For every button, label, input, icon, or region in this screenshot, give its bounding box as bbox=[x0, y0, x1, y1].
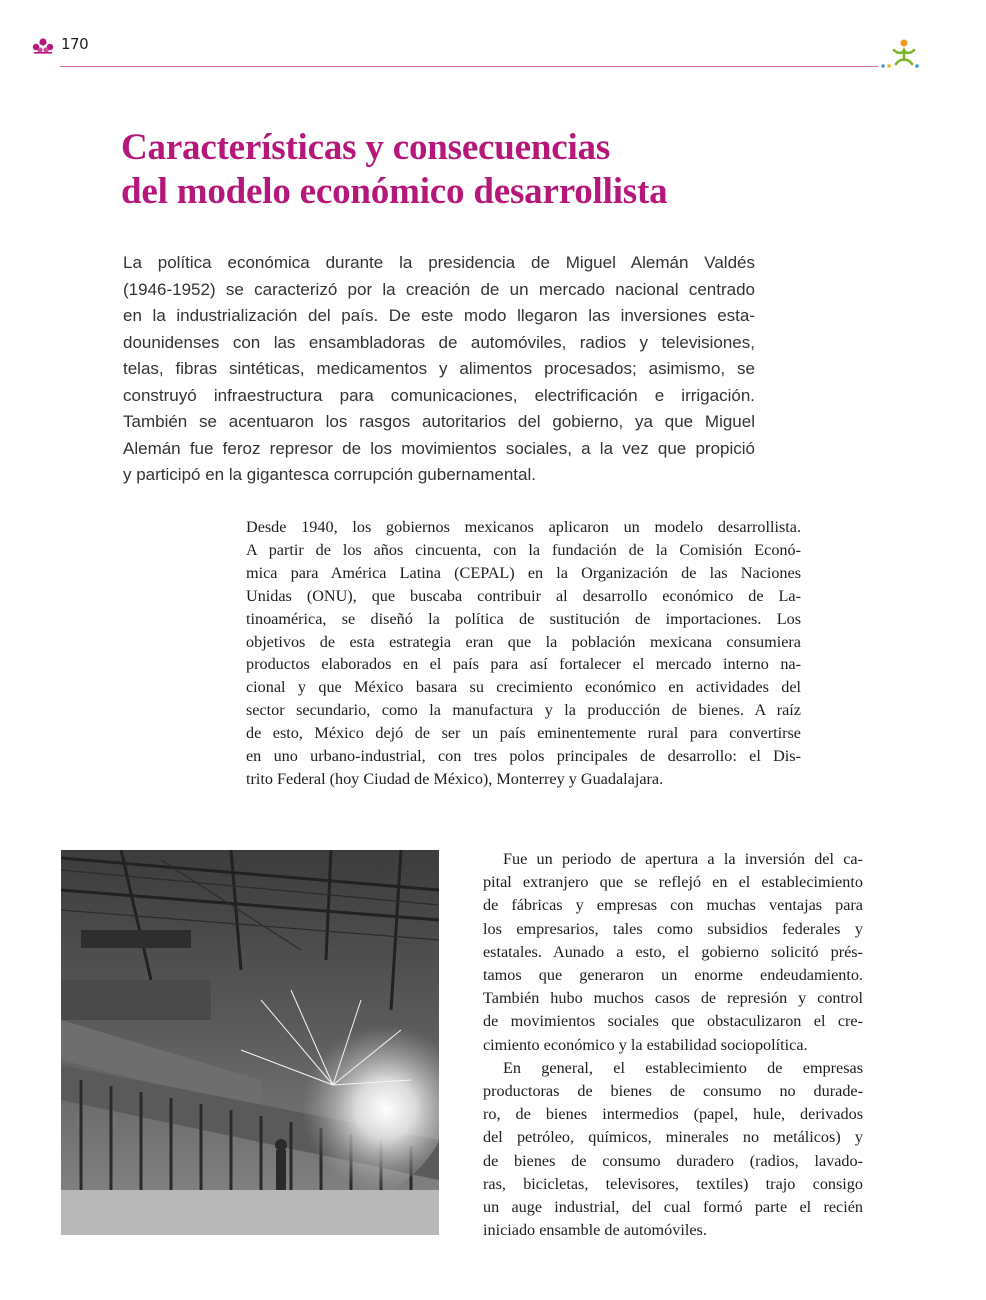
text-line: Unidas (ONU), que buscaba contribuir al desarrollo económico de La- bbox=[246, 586, 801, 605]
text-line: Desde 1940, los gobiernos mexicanos aplicaron un modelo desarrollista. bbox=[246, 518, 801, 536]
text-line: los empresarios, tales como subsidios federales y bbox=[483, 919, 863, 938]
text-line: tamos que generaron un enorme endeudamiento. bbox=[483, 966, 863, 985]
text-line: En general, el establecimiento de empresas bbox=[503, 1058, 863, 1077]
text-line: de movimientos sociales que obstaculizaron el cre- bbox=[483, 1012, 863, 1031]
text-line: productos elaborados en el país para así fortalecer el mercado interno na- bbox=[246, 655, 801, 674]
text-line: Alemán fue feroz represor de los movimientos sociales, a la vez que propició bbox=[123, 438, 755, 458]
text-line: iniciado ensamble de automóviles. bbox=[483, 1221, 707, 1240]
text-line: en uno urbano-industrial, con tres polos principales de desarrollo: el Dis- bbox=[246, 747, 801, 766]
text-line: trito Federal (hoy Ciudad de México), Monterrey y Guadalajara. bbox=[246, 769, 664, 788]
text-line: en la industrialización del país. De este modo llegaron las inversiones esta- bbox=[123, 306, 755, 325]
text-line: mica para América Latina (CEPAL) en la Organización de las Naciones bbox=[246, 563, 801, 582]
text-line: (1946-1952) se caracterizó por la creación de un mercado nacional centrado bbox=[123, 279, 755, 299]
sprout-figure-icon bbox=[886, 38, 922, 70]
text-line: telas, fibras sintéticas, medicamentos y alimentos procesados; asimismo, se bbox=[123, 359, 755, 378]
text-line: cimiento económico y la estabilidad sociopolítica. bbox=[483, 1035, 808, 1054]
text-line: ras, bicicletas, televisores, textiles) trajo consigo bbox=[483, 1174, 863, 1193]
model-paragraph bbox=[246, 516, 801, 791]
text-line: sector secundario, como la manufactura y la producción de bienes. A raíz bbox=[246, 701, 801, 720]
text-line: tinoamérica, se diseñó la política de sustitución de importaciones. Los bbox=[246, 609, 801, 628]
text-line: y participó en la gigantesca corrupción gubernamental. bbox=[123, 465, 536, 484]
text-line: ro, de bienes intermedios (papel, hule, derivados bbox=[483, 1105, 863, 1124]
text-line: La política económica durante la presidencia de Miguel Alemán Valdés bbox=[123, 253, 755, 272]
text-line: estatales. Aunado a esto, el gobierno solicitó prés- bbox=[483, 942, 863, 961]
text-line: de esto, México dejó de ser un país eminentemente rural para convertirse bbox=[246, 724, 801, 743]
text-line: construyó infraestructura para comunicaciones, electrificación e irrigación. bbox=[123, 385, 755, 405]
text-line: de fábricas y empresas con muchas ventajas para bbox=[483, 896, 863, 915]
intro-paragraph bbox=[123, 250, 755, 489]
text-line: productoras de bienes de consumo no durade- bbox=[483, 1082, 863, 1101]
text-line: Fue un periodo de apertura a la inversión del ca- bbox=[503, 850, 863, 868]
text-line: También hubo muchos casos de represión y control bbox=[483, 989, 863, 1008]
steel-mill-photo bbox=[61, 850, 439, 1235]
text-line: objetivos de esta estrategia eran que la población mexicana consumiera bbox=[246, 632, 801, 651]
page-number: 170 bbox=[61, 35, 89, 53]
opening-paragraph bbox=[483, 848, 863, 1242]
text-line: pital extranjero que se reflejó en el establecimiento bbox=[483, 873, 863, 892]
section-title bbox=[121, 126, 841, 214]
title-line: del modelo económico desarrollista bbox=[121, 171, 668, 212]
text-line: de bienes de consumo duradero (radios, lavado- bbox=[483, 1151, 863, 1170]
header-rule bbox=[60, 66, 878, 67]
text-line: del petróleo, químicos, minerales no metálicos) y bbox=[483, 1128, 863, 1147]
text-line: También se acentuaron los rasgos autoritarios del gobierno, ya que Miguel bbox=[123, 412, 755, 431]
text-line: A partir de los años cincuenta, con la fundación de la Comisión Econó- bbox=[246, 540, 801, 559]
text-line: cional y que México basara su crecimiento económico en actividades del bbox=[246, 678, 801, 697]
text-line: un auge industrial, del cual formó parte el recién bbox=[483, 1198, 863, 1217]
title-line: Características y consecuencias bbox=[121, 127, 611, 168]
flower-cluster-icon bbox=[32, 36, 54, 54]
text-line: dounidenses con las ensambladoras de automóviles, radios y televisiones, bbox=[123, 332, 755, 352]
